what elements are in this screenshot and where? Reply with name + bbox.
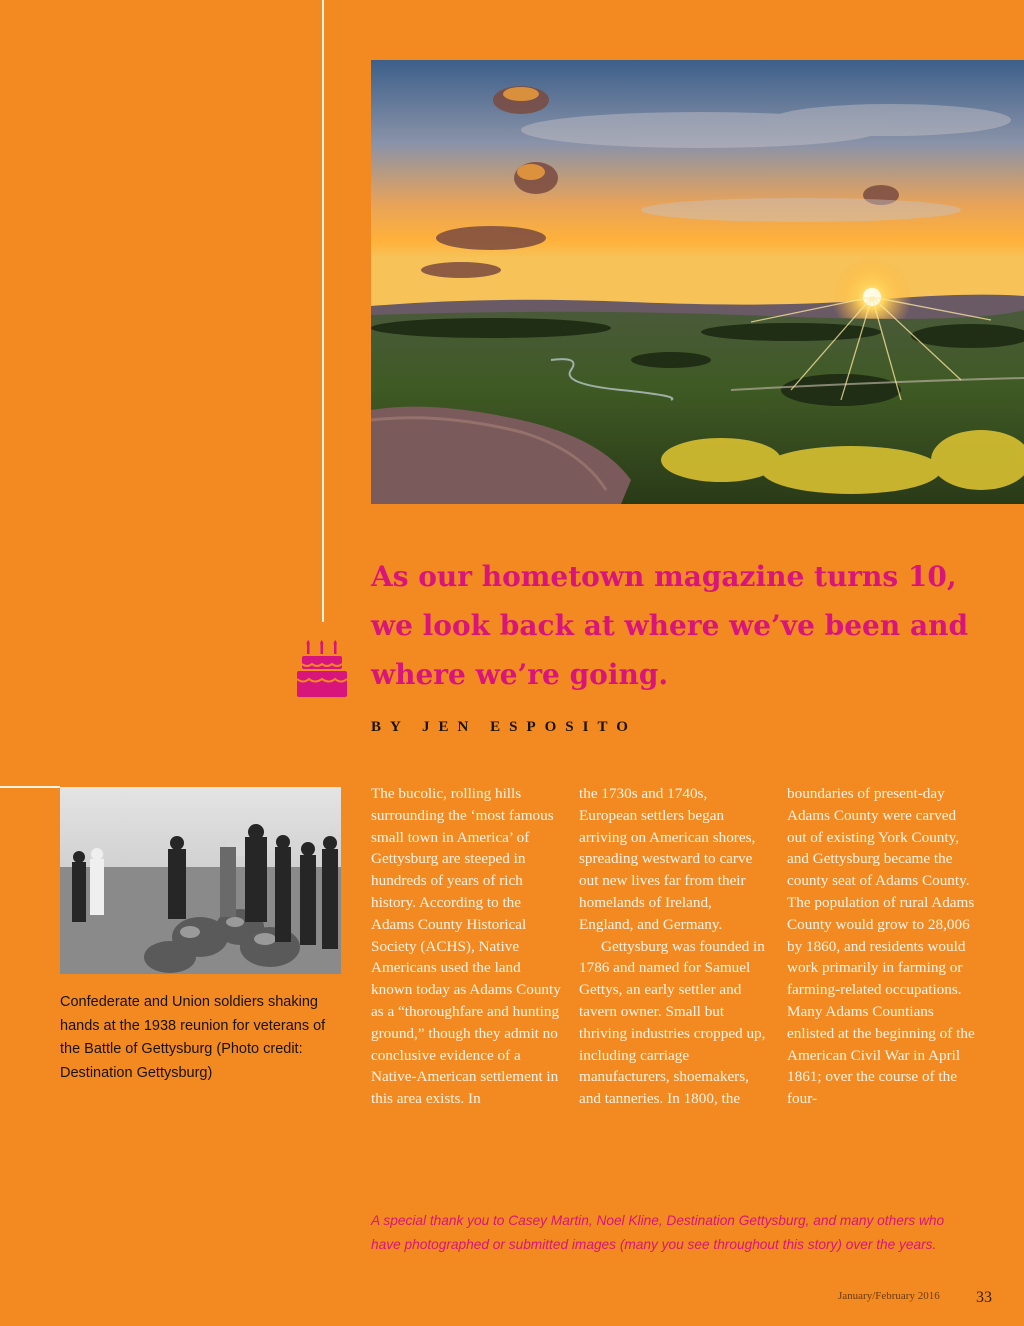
issue-date: January/February 2016 — [838, 1290, 940, 1302]
column-2-paragraph-1: the 1730s and 1740s, European settlers began arriving on American shores, spreading westward to carve out new lives far from their homelands of Ireland, England, and Germany. — [579, 785, 756, 933]
column-3-text: boundaries of present-day Adams County were carved out of existing York County, and Gettysburg became the county seat of Adams County. The population of rural Adams County would grow to 28,006 by 1860, and residents would work primarily in farming or farming-related occupations. Many Adams Countians enlisted at the beginning of the American Civil War in April 1861; over the course of the four- — [787, 785, 975, 1108]
byline: BY JEN ESPOSITO — [371, 719, 637, 735]
text-column-2 — [579, 783, 769, 1110]
horizontal-rule — [0, 786, 60, 788]
column-1-text: The bucolic, rolling hills surrounding the ‘most famous small town in America’ of Gettysburg are steeped in hundreds of years of rich history. According to the Adams County Historical Society (ACHS), Native Americans used the land known today as Adams County as a “thoroughfare and hunting ground,” though they admit no conclusive evidence of a Native-American settlement in this area exists. In — [371, 785, 561, 1108]
vertical-rule — [322, 0, 324, 622]
article-deck — [371, 552, 1011, 699]
text-column-1 — [371, 783, 561, 1110]
deck-line-2: we look back at where we’ve been and — [371, 609, 969, 642]
birthday-cake-icon — [294, 640, 350, 700]
photo-caption: Confederate and Union soldiers shaking hands at the 1938 reunion for veterans of the Battle of Gettysburg (Photo credit: Destination Gettysburg) — [60, 994, 326, 1081]
page-number: 33 — [976, 1289, 992, 1306]
acknowledgement-note: A special thank you to Casey Martin, Noel Kline, Destination Gettysburg, and many others who have photographed or submitted images (many you see throughout this story) over the years. — [371, 1213, 945, 1252]
text-column-3 — [787, 783, 977, 1110]
column-2-paragraph-2: Gettysburg was founded in 1786 and named for Samuel Gettys, an early settler and tavern owner. Small but thriving industries cropped up, including carriage manufacturers, shoemakers, and tanneries. In 1800, the — [579, 937, 766, 1108]
deck-line-1: As our hometown magazine turns 10, — [371, 560, 957, 593]
reunion-photo — [60, 787, 341, 974]
hero-landscape-photo — [371, 60, 1024, 504]
deck-line-3: where we’re going. — [371, 658, 669, 691]
